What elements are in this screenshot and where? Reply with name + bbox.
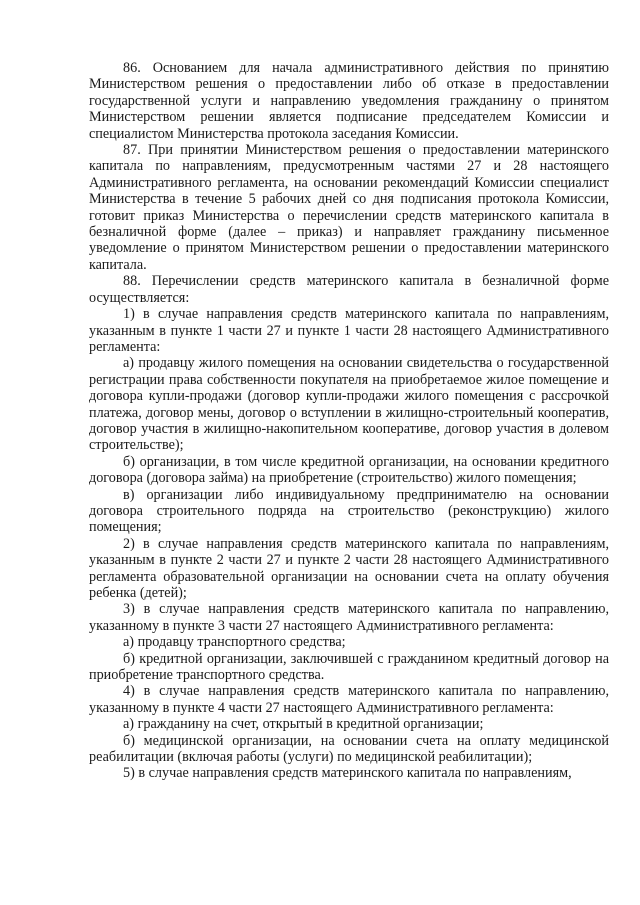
- list-item-3: 3) в случае направления средств материнского капитала по направлению, указанному в пункте 3 части 27 настоящего Административного регламента:: [89, 601, 609, 634]
- list-item-1b: б) организации, в том числе кредитной организации, на основании кредитного договора (договора займа) на приобретение (строительство) жилого помещения;: [89, 453, 609, 487]
- list-item-3b: б) кредитной организации, заключившей с гражданином кредитный договор на приобретение транспортного средства.: [89, 650, 609, 684]
- list-item-5: 5) в случае направления средств материнского капитала по направлениям,: [123, 765, 572, 782]
- list-item-4a: а) гражданину на счет, открытый в кредитной организации;: [123, 716, 484, 733]
- list-item-4: 4) в случае направления средств материнского капитала по направлению, указанному в пункте 4 части 27 настоящего Административного регламента:: [89, 683, 609, 716]
- list-item-4b: б) медицинской организации, на основании счета на оплату медицинской реабилитации (включая работы (услуги) по медицинской реабилитации);: [89, 732, 609, 766]
- paragraph-87: 87. При принятии Министерством решения о предоставлении материнского капитала по направлениям, предусмотренным частями 27 и 28 настоящего Административного регламента, на основании рекомендаций Комиссии специалист Министерства в течение 5 рабочих дней со дня подписания протокола Комиссии, готовит приказ Министерства о перечислении средств материнского капитала в безналичной форме (далее – приказ) и направляет гражданину письменное уведомление о принятом Министерством решении о предоставлении материнского капитала.: [89, 142, 609, 273]
- list-item-1a: а) продавцу жилого помещения на основании свидетельства о государственной регистрации права собственности покупателя на приобретаемое жилое помещение и договора купли-продажи (договор купли-продажи жилого помещения с рассрочкой платежа, договор мены, договор о вступлении в жилищно-строительный кооператив, договор участия в жилищно-накопительном кооперативе, договор участия в долевом строительстве);: [89, 355, 609, 454]
- list-item-2: 2) в случае направления средств материнского капитала по направлениям, указанным в пункте 2 части 27 и пункте 2 части 28 настоящего Административного регламента образовательной организации на основании счета на оплату обучения ребенка (детей);: [89, 535, 609, 601]
- list-item-3a: а) продавцу транспортного средства;: [123, 634, 346, 651]
- list-item-1: 1) в случае направления средств материнского капитала по направлениям, указанным в пункте 1 части 27 и пункте 1 части 28 настоящего Административного регламента:: [89, 306, 609, 355]
- list-item-1v: в) организации либо индивидуальному предпринимателю на основании договора строительного подряда на строительство (реконструкцию) жилого помещения;: [89, 486, 609, 536]
- paragraph-86: 86. Основанием для начала административного действия по принятию Министерством решения о предоставлении либо об отказе в предоставлении государственной услуги и направлению уведомления гражданину о принятом Министерством решении является подписание председателем Комиссии и специалистом Министерства протокола заседания Комиссии.: [89, 60, 609, 142]
- paragraph-88: 88. Перечислении средств материнского капитала в безналичной форме осуществляется:: [89, 273, 609, 306]
